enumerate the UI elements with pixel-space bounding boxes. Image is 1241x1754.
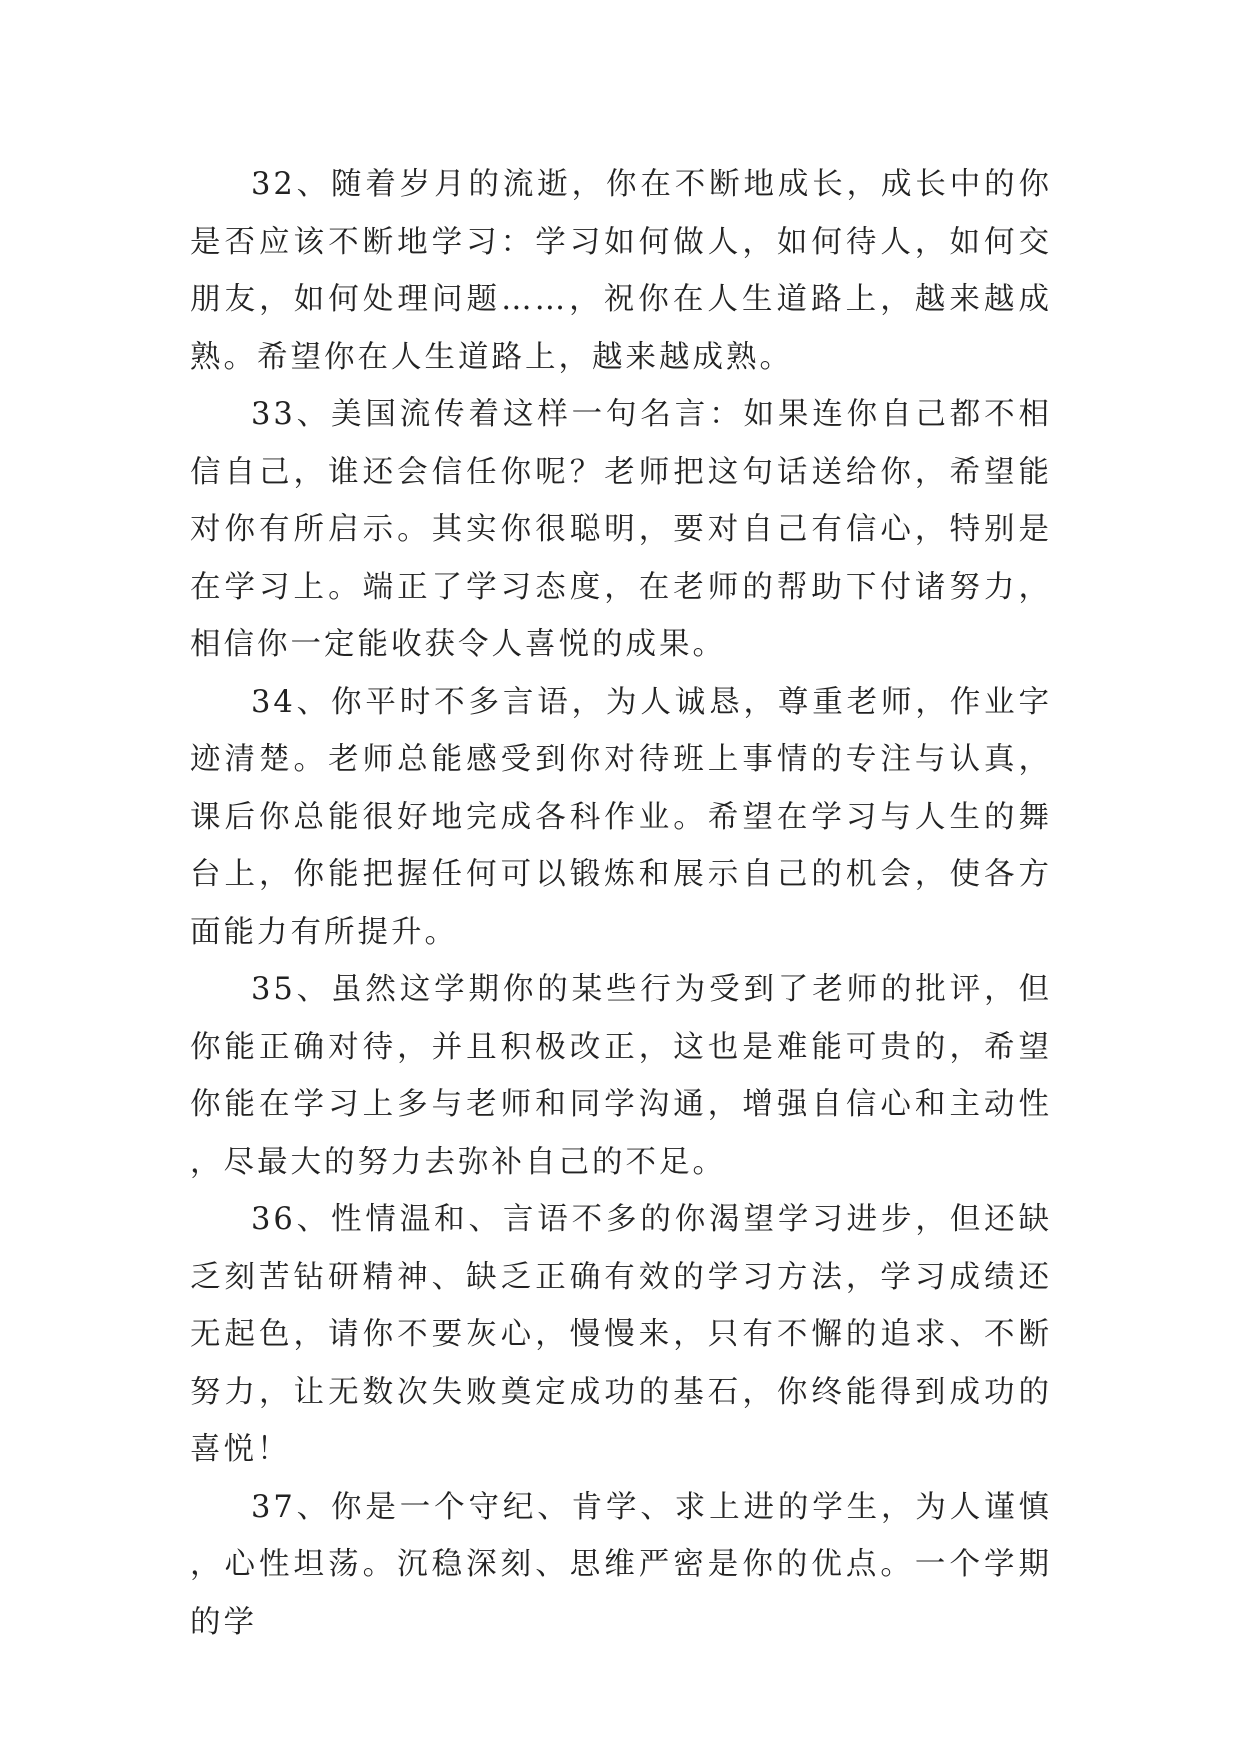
- comment-paragraph-33: 33、美国流传着这样一句名言：如果连你自己都不相信自己，谁还会信任你呢？老师把这句话送给你，希望能对你有所启示。其实你很聪明，要对自己有信心，特别是在学习上。端正了学习态度，在老师的帮助下付诸努力，相信你一定能收获令人喜悦的成果。: [190, 397, 1052, 662]
- comment-paragraph-34: 34、你平时不多言语，为人诚恳，尊重老师，作业字迹清楚。老师总能感受到你对待班上事情的专注与认真，课后你总能很好地完成各科作业。希望在学习与人生的舞台上，你能把握任何可以锻炼和展示自己的机会，使各方面能力有所提升。: [190, 684, 1052, 950]
- comment-paragraph-36: 36、性情温和、言语不多的你渴望学习进步，但还缺乏刻苦钻研精神、缺乏正确有效的学习方法，学习成绩还无起色，请你不要灰心，慢慢来，只有不懈的追求、不断努力，让无数次失败奠定成功的基石，你终能得到成功的喜悦！: [190, 1202, 1052, 1467]
- document-body: [190, 156, 1052, 1651]
- comment-paragraph-37: 37、你是一个守纪、肯学、求上进的学生，为人谨慎，心性坦荡。沉稳深刻、思维严密是你的优点。一个学期的学: [190, 1489, 1052, 1640]
- comment-paragraph-32: 32、随着岁月的流逝，你在不断地成长，成长中的你是否应该不断地学习：学习如何做人，如何待人，如何交朋友，如何处理问题……，祝你在人生道路上，越来越成熟。希望你在人生道路上，越来越成熟。: [190, 167, 1052, 375]
- comment-paragraph-35: 35、虽然这学期你的某些行为受到了老师的批评，但你能正确对待，并且积极改正，这也是难能可贵的，希望你能在学习上多与老师和同学沟通，增强自信心和主动性，尽最大的努力去弥补自己的不足。: [190, 972, 1052, 1180]
